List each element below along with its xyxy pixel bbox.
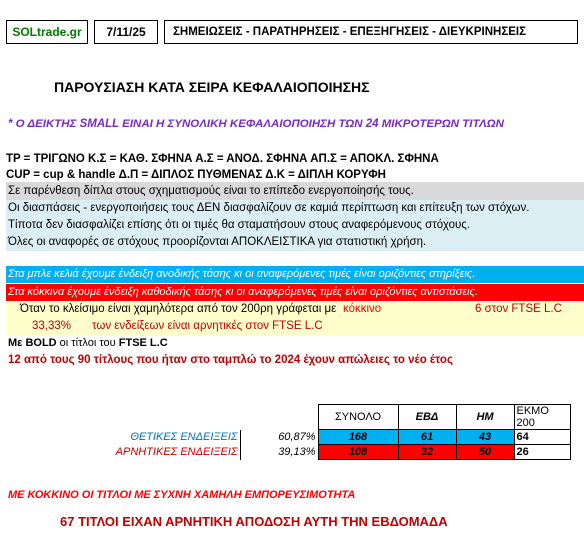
brand-cell: SOLtrade.gr: [6, 20, 88, 44]
low-liquidity-note: ΜΕ ΚΟΚΚΙΝΟ ΟΙ ΤΙΤΛΟΙ ΜΕ ΣΥΧΝΗ ΧΑΜΗΛΗ ΕΜΠΟΡΕΥΣΙΜΟΤΗΤΑ: [8, 489, 356, 501]
uptrend-note-row: Στα μπλε κελιά έχουμε ένδειξη ανοδικής τάσης κι οι αναφερόμενες τιμές είναι οριζόντιες στηρίξεις.: [6, 266, 584, 283]
date-cell: 7/11/25: [94, 20, 158, 44]
losses-note: 12 από τους 90 τίτλους που ήταν στο ταμπλώ το 2024 έχουν απώλειες το νέο έτος: [8, 354, 453, 366]
table-header-row: [6, 405, 570, 430]
col-day-header: ΗΜ: [456, 405, 514, 430]
col-total-header: ΣΥΝΟΛΟ: [318, 405, 398, 430]
note-gray-row: Σε παρένθεση δίπλα στους σχηματισμούς είναι το επίπεδο ενεργοποίησής τους.: [6, 182, 584, 200]
below-200-note-row: [6, 301, 584, 318]
negative-percentage: 33,33%: [32, 320, 72, 332]
cell-ma200: 26: [514, 445, 570, 460]
cell-total: 168: [318, 430, 398, 445]
pattern-legend-line-2: CUP = cup & handle Δ.Π = ΔΙΠΛΟΣ ΠΥΘΜΕΝΑΣ Δ.Κ = ΔΙΠΛΗ ΚΟΡΥΦΗ: [6, 169, 386, 181]
cell-total: 108: [318, 445, 398, 460]
weekly-negative-note: 67 ΤΙΤΛΟΙ ΕΙΧΑΝ ΑΡΝΗΤΙΚΗ ΑΠΟΔΟΣΗ ΑΥΤΗ ΤΗΝ ΕΒΔΟΜΑΔΑ: [60, 514, 448, 529]
row-label: ΘΕΤΙΚΕΣ ΕΝΔΕΙΞΕΙΣ: [130, 431, 238, 443]
row-percentage: 60,87%: [240, 430, 318, 445]
bold-index: FTSE L.C: [118, 337, 168, 349]
ftse-count: 6 στον FTSE L.C: [475, 303, 562, 315]
row-label: ΑΡΝΗΤΙΚΕΣ ΕΝΔΕΙΞΕΙΣ: [115, 446, 238, 458]
pattern-legend-line-1: TP = ΤΡΙΓΩΝΟ Κ.Σ = ΚΑΘ. ΣΦΗΝΑ Α.Σ = ΑΝΟΔ. ΣΦΗΝΑ ΑΠ.Σ = ΑΠΟΚΛ. ΣΦΗΝΑ: [6, 153, 439, 165]
col-ma200-header: ΕΚΜΟ 200: [514, 405, 570, 430]
cell-ma200: 64: [514, 430, 570, 445]
bold-middle: οι τίτλοι του: [56, 337, 119, 349]
negative-share-row: [6, 318, 584, 335]
below-200-text: Όταν το κλείσιμο είναι χαμηλότερα από τον 200ρη γράφεται με: [20, 303, 337, 315]
small-index-note: * Ο ΔΕΙΚΤΗΣ SMALL ΕΙΝΑΙ Η ΣΥΝΟΛΙΚΗ ΚΕΦΑΛΑΙΟΠΟΙΗΣΗ ΤΩΝ 24 ΜΙΚΡΟΤΕΡΩΝ ΤΙΤΛΩΝ: [8, 118, 504, 130]
downtrend-note-row: Στα κόκκινα έχουμε ένδειξη καθοδικής τάσης κι οι αναφερόμενες τιμές είναι οριζόντιες αντιστάσεις.: [6, 284, 584, 301]
cell-day: 43: [456, 430, 514, 445]
notes-title-cell: ΣΗΜΕΙΩΣΕΙΣ - ΠΑΡΑΤΗΡΗΣΕΙΣ - ΕΠΕΞΗΓΗΣΕΙΣ - ΔΙΕΥΚΡΙΝΗΣΕΙΣ: [164, 20, 578, 44]
bold-label: Με BOLD: [8, 337, 57, 349]
table-row: [6, 430, 570, 445]
row-percentage: 39,13%: [240, 445, 318, 460]
cell-week: 32: [398, 445, 456, 460]
note-blue-row: Τίποτα δεν διασφαλίζει επίσης ότι οι τιμές θα σταματήσουν στους αναφερόμενους στόχους.: [6, 217, 584, 234]
col-week-header: ΕΒΔ: [398, 405, 456, 430]
page-title: ΠΑΡΟΥΣΙΑΣΗ ΚΑΤΑ ΣΕΙΡΑ ΚΕΦΑΛΑΙΟΠΟΙΗΣΗΣ: [54, 79, 370, 95]
bold-ftse-note: [8, 337, 168, 349]
red-word: κόκκινο: [343, 303, 382, 315]
cell-day: 50: [456, 445, 514, 460]
indicator-stats-table: [6, 404, 571, 460]
table-row: [6, 445, 570, 460]
negative-share-text: των ενδείξεων είναι αρνητικές στον FTSE L.C: [92, 320, 323, 332]
note-blue-row: Όλες οι αναφορές σε στόχους προορίζονται ΑΠΟΚΛΕΙΣΤΙΚΑ για στατιστική χρήση.: [6, 234, 584, 251]
cell-week: 61: [398, 430, 456, 445]
note-blue-row: Οι διασπάσεις - ενεργοποιήσεις τους ΔΕΝ διασφαλίζουν σε καμιά περίπτωση και επίτευξη των στόχων.: [6, 200, 584, 217]
